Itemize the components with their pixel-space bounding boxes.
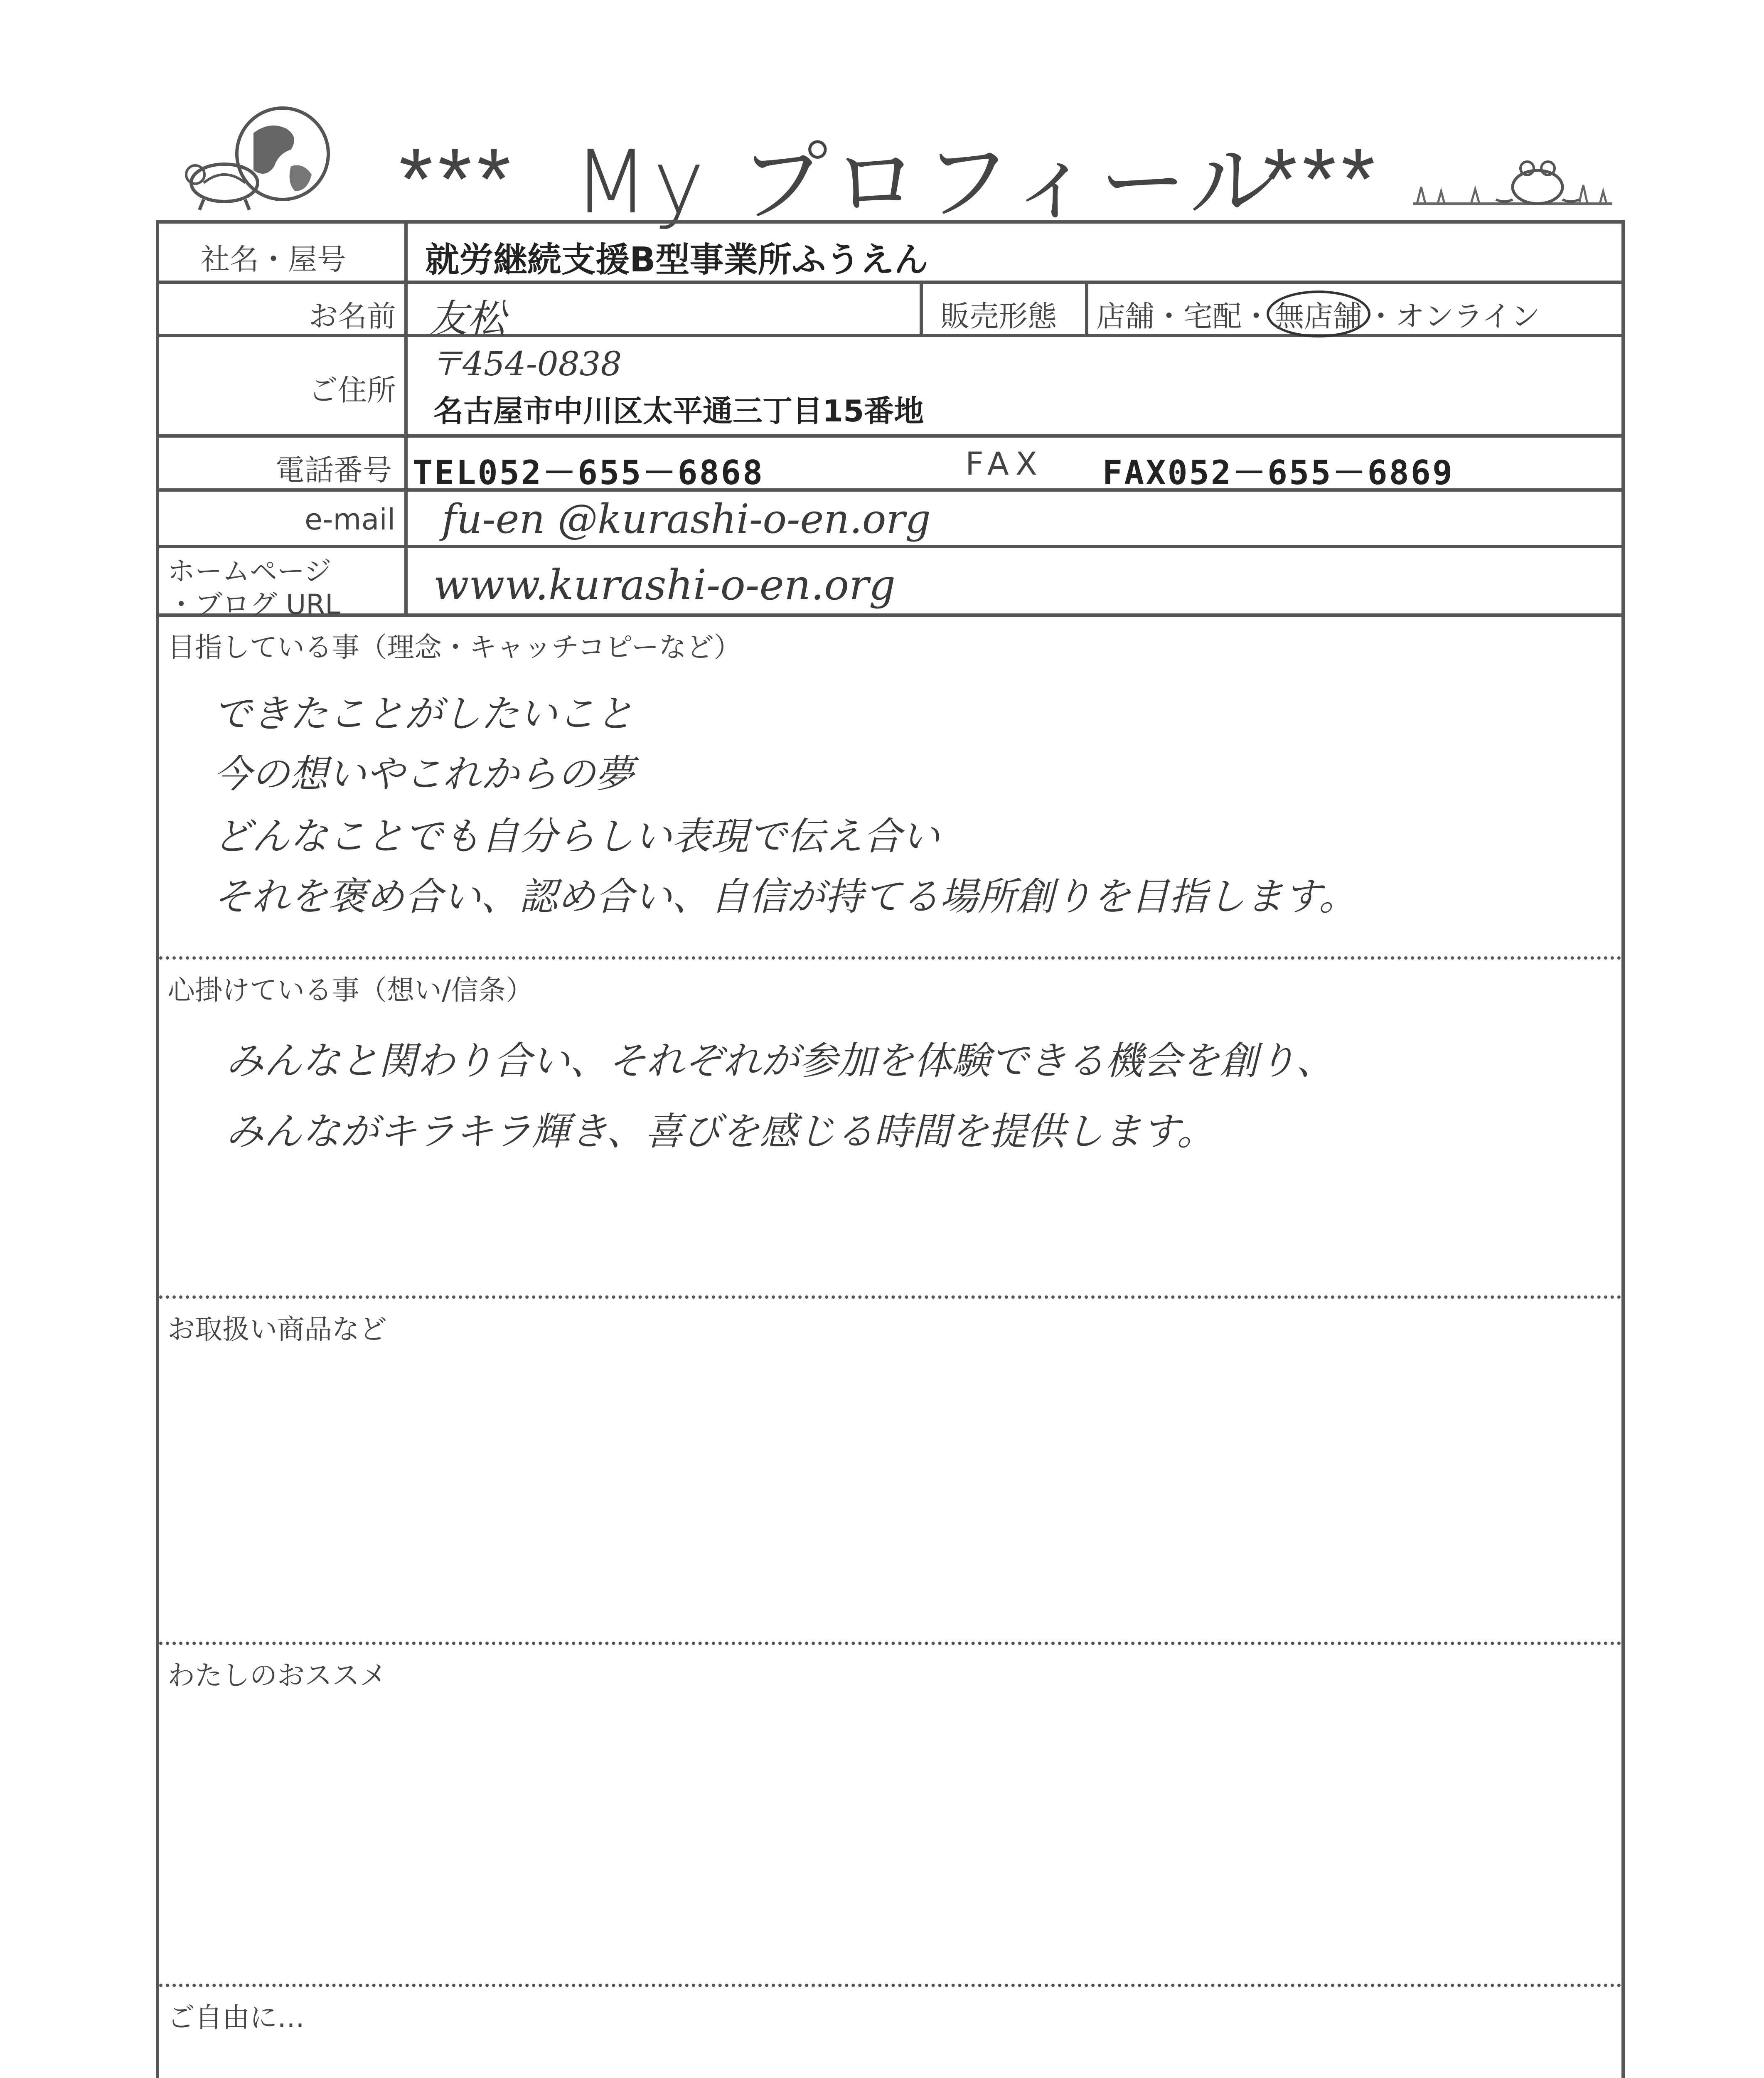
profile-form xyxy=(156,220,1625,2078)
email-value: fu-en @kurashi-o-en.org xyxy=(442,496,931,542)
free-section xyxy=(159,1987,1621,2078)
separator: ・ xyxy=(1242,299,1271,333)
header xyxy=(0,104,1764,233)
company-label: 社名・屋号 xyxy=(201,242,346,276)
recommend-label: わたしのおススメ xyxy=(167,1659,387,1691)
homepage-value: www.kurashi-o-en.org xyxy=(433,561,896,609)
goal-line: どんなことでも自分らしい表現で伝え合い xyxy=(213,814,940,859)
sales-option-no-store[interactable]: 無店舗 xyxy=(1267,291,1370,337)
address-label: ご住所 xyxy=(309,373,396,407)
products-section xyxy=(159,1299,1621,1645)
goal-section xyxy=(159,617,1621,960)
company-value: 就労継続支援B型事業所ふうえん xyxy=(425,240,928,280)
company-row xyxy=(159,224,1621,284)
separator: ・ xyxy=(1154,299,1183,333)
fax-value: FAX052－655－6869 xyxy=(1102,453,1454,492)
frog-grass-illustration xyxy=(1413,145,1612,212)
mindset-line: みんなと関わり合い、それぞれが参加を体験できる機会を創り、 xyxy=(226,1039,1335,1083)
title-stars-left: *** xyxy=(399,130,516,228)
address-value: 名古屋市中川区太平通三丁目15番地 xyxy=(433,394,924,428)
tel-value: TEL052－655－6868 xyxy=(413,453,765,492)
turtle-globe-illustration xyxy=(179,104,337,212)
title-stars-right: *** xyxy=(1263,130,1380,228)
sales-option-store[interactable]: 店舗 xyxy=(1096,299,1154,333)
separator: ・ xyxy=(1366,299,1395,333)
address-row xyxy=(159,337,1621,438)
goal-line: できたことがしたいこと xyxy=(213,692,634,736)
homepage-row xyxy=(159,548,1621,620)
homepage-label-line1: ホームページ xyxy=(167,555,332,587)
postal-code: 〒454-0838 xyxy=(429,345,622,383)
sales-option-delivery[interactable]: 宅配 xyxy=(1183,299,1242,333)
phone-row xyxy=(159,438,1621,492)
email-label: e-mail xyxy=(305,502,396,537)
mindset-line: みんながキラキラ輝き、喜びを感じる時間を提供します。 xyxy=(226,1109,1215,1154)
goal-line: 今の想いやこれからの夢 xyxy=(213,752,634,796)
name-value: 友松 xyxy=(429,296,506,341)
free-label: ご自由に… xyxy=(167,2002,305,2034)
mindset-section xyxy=(159,960,1621,1299)
homepage-label-line2: ・ブログ URL xyxy=(167,588,340,620)
mindset-label: 心掛けている事（想い/信条） xyxy=(167,974,534,1006)
sales-options xyxy=(1096,293,1540,335)
page-title: My プロフィール xyxy=(573,131,1281,233)
sales-option-online[interactable]: オンライン xyxy=(1395,299,1540,333)
email-row xyxy=(159,492,1621,548)
goal-line: それを褒め合い、認め合い、自信が持てる場所創りを目指します。 xyxy=(213,874,1357,919)
phone-label: 電話番号 xyxy=(276,453,392,487)
goal-label: 目指している事（理念・キャッチコピーなど） xyxy=(167,631,741,663)
sales-type-label: 販売形態 xyxy=(940,299,1057,333)
products-label: お取扱い商品など xyxy=(167,1313,387,1345)
recommend-section xyxy=(159,1645,1621,1987)
name-label: お名前 xyxy=(309,299,396,333)
fax-label: FAX xyxy=(965,445,1044,482)
name-row xyxy=(159,284,1621,341)
